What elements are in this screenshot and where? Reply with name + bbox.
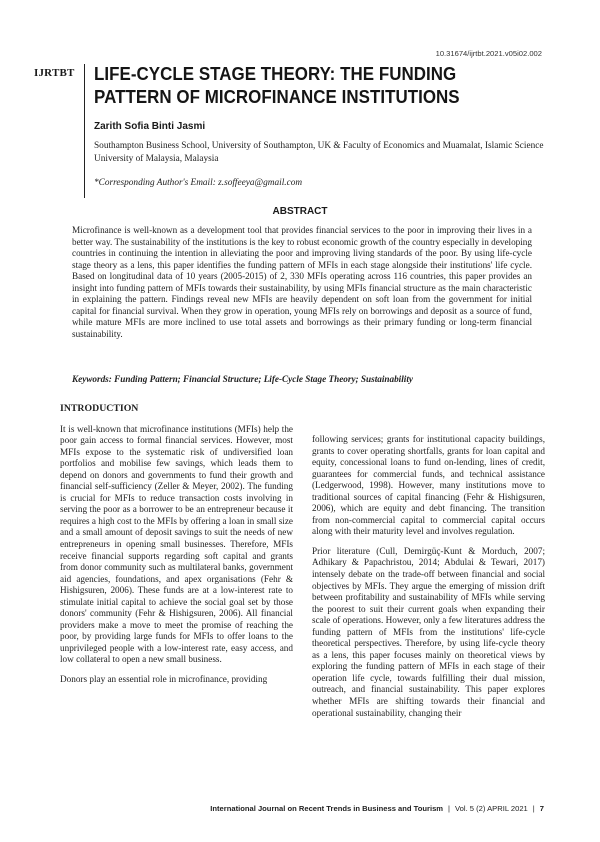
keywords: Keywords: Funding Pattern; Financial Structure; Life-Cycle Stage Theory; Sustainability (72, 374, 413, 384)
paragraph: Donors play an essential role in microfinance, providing (60, 674, 268, 685)
author-affiliation: Southampton Business School, University of Southampton, UK & Faculty of Economics and Muamalat, Islamic Science University of Malaysia, Malaysia (94, 141, 544, 164)
section-heading-introduction: INTRODUCTION (60, 403, 139, 414)
abstract-heading: ABSTRACT (272, 206, 328, 217)
journal-tag: IJRTBT (34, 67, 75, 79)
paper-title: LIFE-CYCLE STAGE THEORY: THE FUNDING PATTERN OF MICROFINANCE INSTITUTIONS (94, 64, 460, 107)
page-footer: International Journal on Recent Trends in Business and Tourism | Vol. 5 (2) APRIL 2021 | 7 (210, 804, 544, 813)
footer-volume: Vol. 5 (2) APRIL 2021 (455, 804, 528, 813)
author-name: Zarith Sofia Binti Jasmi (94, 121, 206, 132)
paragraph: following services; grants for institutional capacity buildings, grants to cover operating shortfalls, grants for loan capital and equity, concessional loans to fund on-lending, lines of credit, guarantees for commercial funds, and technical assistance (Ledgerwood, 1998). However, many institutions move to traditional sources of capital financing (Fehr & Hishigsuren, 2006), which are equity and debt financing. The transition from non-commercial capital to commercial capital occurs along with their maturity level and involves regulation. (312, 434, 545, 537)
paragraph: Prior literature (Cull, Demirgüç-Kunt & Morduch, 2007; Adhikary & Papachristou, 2014; Abdulai & Tewari, 2017) intensely debate on the trade-off between financial and social objectives by MFIs. They argue the emerging of mission drift between profitability and sustainability of MFIs while serving the poorest to suit their current goals when expanding their scale of operations. However, only a few literatures address the funding pattern of MFIs from the institutions' life-cycle theoretical perspectives. Therefore, by using life-cycle theory as a lens, this paper focuses mainly on theoretical views by exploring the funding pattern of MFIs in each stage of their operation life cycle, towards fulfilling their dual mission, outreach, and financial sustainability. This paper explores whether MFIs are shifting towards their financial and operational sustainability, changing their (312, 545, 545, 718)
page-number: 7 (539, 804, 544, 813)
footer-journal: International Journal on Recent Trends in Business and Tourism (210, 804, 444, 813)
doi: 10.31674/ijrtbt.2021.v05i02.002 (435, 49, 542, 58)
corresponding-email: *Corresponding Author's Email: z.soffeeya@gmail.com (94, 178, 303, 188)
paragraph: It is well-known that microfinance institutions (MFIs) help the poor gain access to formal financial services. However, most MFIs expose to the systematic risk of undiversified loan portfolios and mobilise few savings, which leads them to depend on donors and governments to fund their growth and financial self-sufficiency (Zeller & Meyer, 2002). The funding is crucial for MFIs to reduce transaction costs involving in serving the poor as a borrower to be an entrepreneur because it requires a high cost to the MFIs by offering a loan in small size and a small amount of deposit savings to suit the needs of new entrepreneurs in opening small businesses. Therefore, MFIs receive financial supports regarding soft capital and grants from donor community such as multilateral banks, government aid agencies, foundations, and apex organisations (Fehr & Hishigsuren, 2006). These funds are at a low-interest rate to stimulate initial capital to achieve the social goal set by those donors' community (Fehr & Hishigsuren, 2006). All financial providers make a move to meet the promise of reaching the poor, by providing large funds for MFIs to offer loans to the unprivileged people with a low-interest rate, easy access, and low collateral to open a new small business. (60, 423, 293, 665)
column-left (60, 403, 293, 694)
header-divider (84, 64, 85, 198)
column-right (312, 434, 545, 727)
abstract-body: Microfinance is well-known as a development tool that provides financial services to the poor in improving their lives in a better way. The sustainability of the institutions is the key to robust economic growth of the country especially in developing countries in continuing the intention in alleviating the poor and improving living standards of the poor. By using life-cycle stage theory as a lens, this paper identifies the funding pattern of MFIs in each stage alongside their institutions' life cycle. Based on longitudinal data of 10 years (2005-2015) of 2, 330 MFIs operating across 116 countries, this paper provides an insight into funding pattern of MFIs towards their sustainability, by using MFIs financial structure as the main characteristic in explaining the pattern. Findings reveal new MFIs are heavily dependent on soft loan from the government for initial capital for financial survival. When they grow in operation, young MFIs rely on borrowings and deposit as a source of fund, while mature MFIs are more inclined to use total assets and borrowings as their primary funding or long-term financial sustainability. (72, 225, 532, 339)
